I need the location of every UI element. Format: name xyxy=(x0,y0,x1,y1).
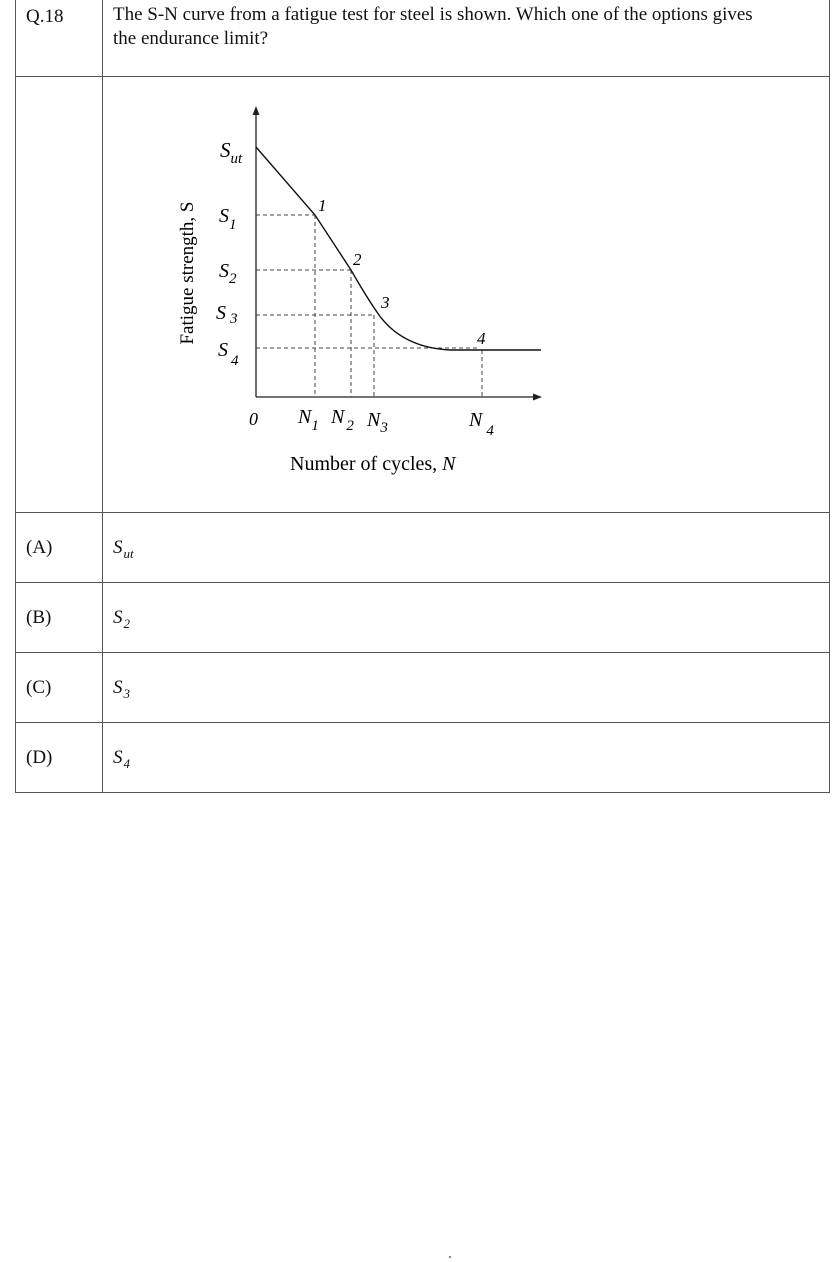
option-label: (D) xyxy=(16,723,103,793)
question-text-line-1: The S-N curve from a fatigue test for steel is shown. Which one of the options gives xyxy=(113,4,753,25)
y-tick-label-sut: $S_{ut}$ xyxy=(220,138,243,167)
origin-label: 0 xyxy=(249,409,258,429)
option-value: $S_{ut}$ xyxy=(103,513,830,583)
x-axis-title: Number of cycles, N xyxy=(290,453,456,475)
option-value: $S_3$ xyxy=(103,653,830,723)
figure-cell xyxy=(103,77,830,513)
point-label-2: 2 xyxy=(353,250,362,269)
figure-row-blank-cell xyxy=(16,77,103,513)
option-label: (A) xyxy=(16,513,103,583)
sn-curve-diagram xyxy=(103,77,840,507)
figure-row xyxy=(16,77,830,513)
option-value: $S_2$ xyxy=(103,583,830,653)
x-tick-label-n4: N $_4$ xyxy=(469,409,494,439)
point-label-4: 4 xyxy=(477,329,486,348)
y-axis-arrow-icon xyxy=(253,106,260,115)
x-tick-label-n2: N $_2$ xyxy=(331,406,354,434)
y-tick-label-s4: S $_4$ xyxy=(218,339,239,369)
option-label: (B) xyxy=(16,583,103,653)
question-text xyxy=(103,0,830,77)
sn-curve-figure xyxy=(103,77,829,512)
x-tick-label-n1: $N_1$ xyxy=(298,406,319,434)
x-axis-arrow-icon xyxy=(533,394,542,401)
question-row xyxy=(16,0,830,77)
page-mark xyxy=(449,1256,451,1258)
option-row-a[interactable] xyxy=(16,513,830,583)
option-row-b[interactable] xyxy=(16,583,830,653)
y-tick-label-s2: $S_2$ xyxy=(219,260,237,287)
option-row-c[interactable] xyxy=(16,653,830,723)
question-text-line-2: the endurance limit? xyxy=(113,28,269,49)
question-table xyxy=(15,0,830,793)
y-tick-label-s3: S $_3$ xyxy=(216,302,238,327)
y-axis-title: Fatigue strength, S xyxy=(177,201,198,345)
point-label-3: 3 xyxy=(381,293,390,312)
sn-curve xyxy=(256,147,541,350)
option-value: $S_4$ xyxy=(103,723,830,793)
y-tick-label-s1: $S_1$ xyxy=(219,205,237,233)
option-label: (C) xyxy=(16,653,103,723)
point-label-1: 1 xyxy=(318,196,327,215)
option-row-d[interactable] xyxy=(16,723,830,793)
x-tick-label-n3: $N_3$ xyxy=(367,409,388,436)
question-number: Q.18 xyxy=(16,0,103,77)
